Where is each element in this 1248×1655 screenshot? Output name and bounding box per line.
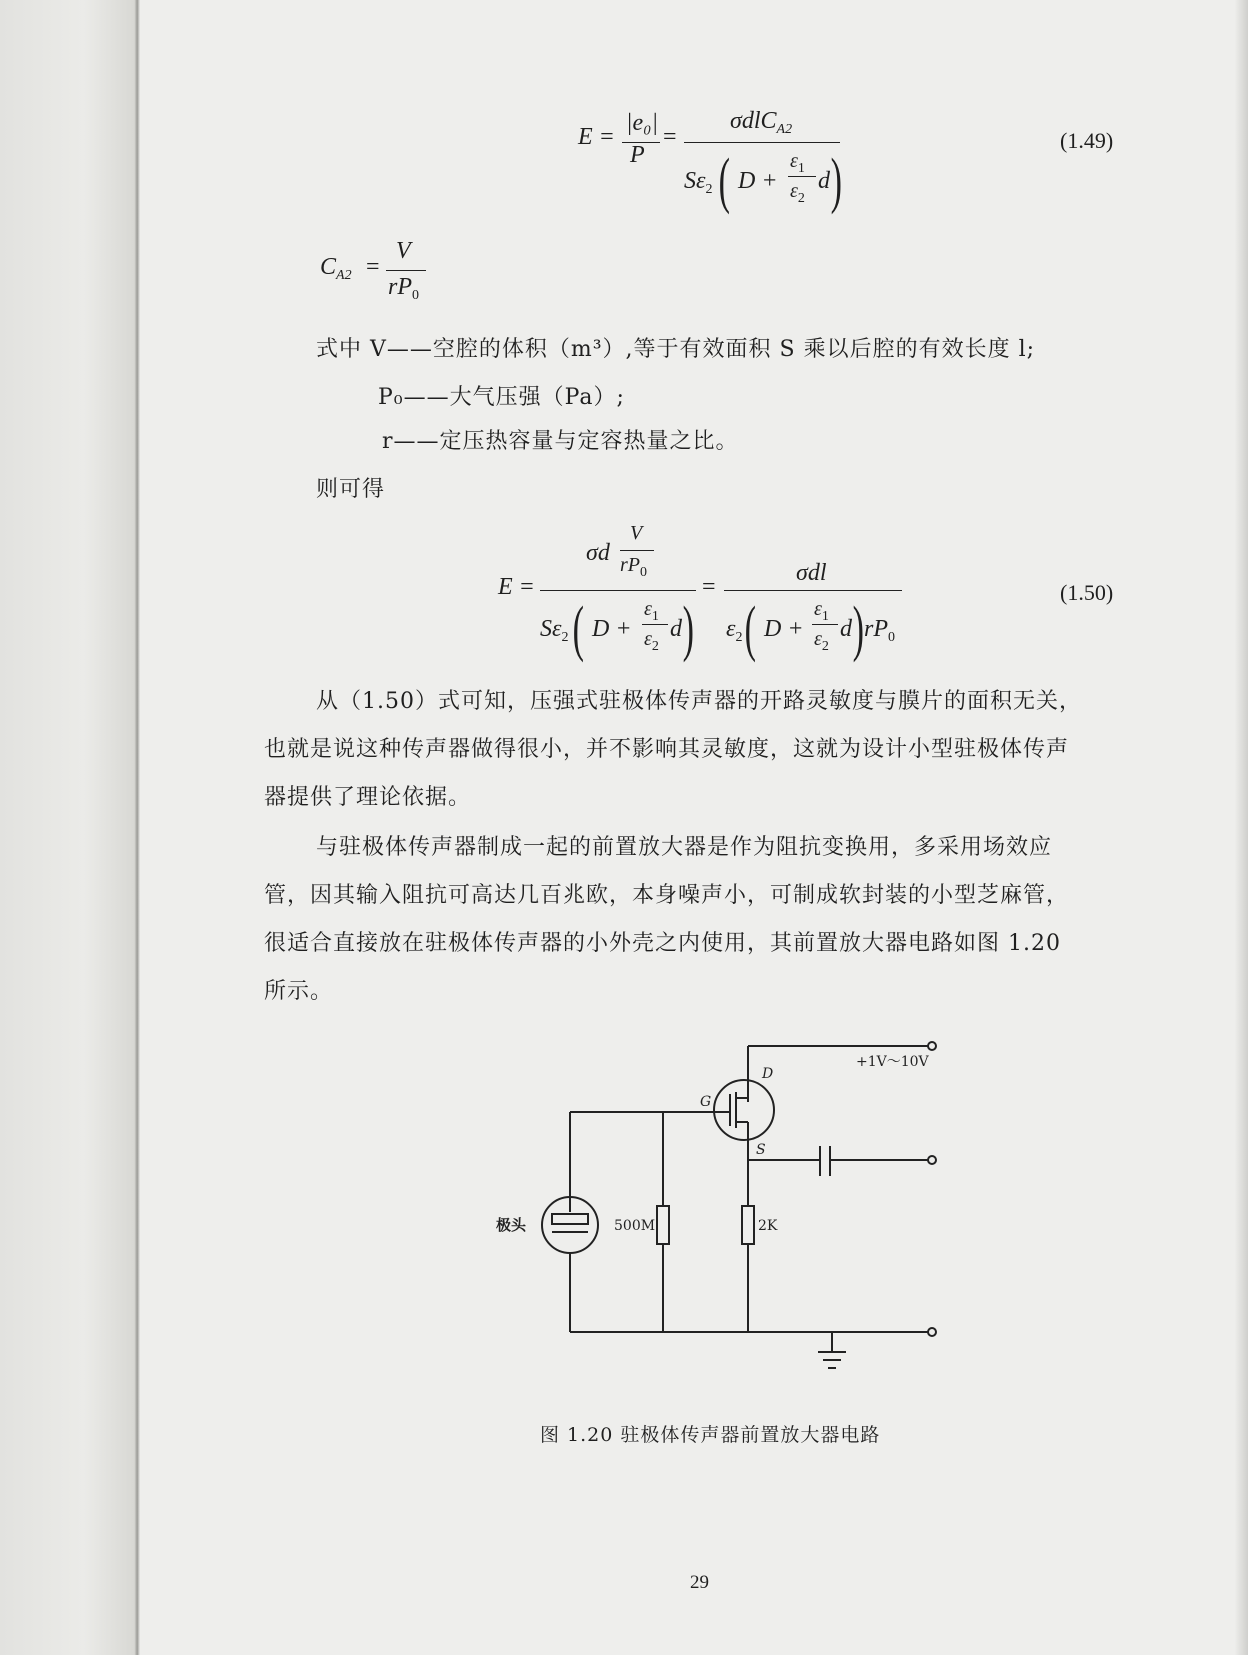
scan-right-edge xyxy=(1234,0,1248,1655)
fet-symbol xyxy=(714,1080,774,1140)
page-number: 29 xyxy=(690,1572,709,1593)
output-terminal xyxy=(928,1156,936,1164)
svg-text:500M: 500M xyxy=(614,1218,656,1234)
svg-text:G: G xyxy=(700,1094,712,1110)
svg-text:S: S xyxy=(756,1142,766,1158)
ground-terminal xyxy=(928,1328,936,1336)
figure-caption: 图 1.20 驻极体传声器前置放大器电路 xyxy=(540,1424,881,1446)
supply-terminal xyxy=(928,1042,936,1050)
definition-r: r——定压热容量与定容热量之比。 xyxy=(382,429,739,454)
resistor-500m xyxy=(657,1206,669,1244)
preamp-circuit-diagram xyxy=(480,1030,960,1400)
svg-text:2K: 2K xyxy=(758,1218,778,1234)
svg-text:极头: 极头 xyxy=(496,1216,527,1234)
definition-p0: P₀——大气压强（Pa）; xyxy=(378,385,625,410)
resistor-2k xyxy=(742,1206,754,1244)
svg-text:D: D xyxy=(762,1066,774,1082)
then-text: 则可得 xyxy=(316,477,386,502)
scan-gutter xyxy=(0,0,140,1655)
svg-text:+1V～10V: +1V～10V xyxy=(856,1054,929,1070)
definition-v: 式中 V——空腔的体积（m³）,等于有效面积 S 乘以后腔的有效长度 l; xyxy=(316,337,1036,362)
